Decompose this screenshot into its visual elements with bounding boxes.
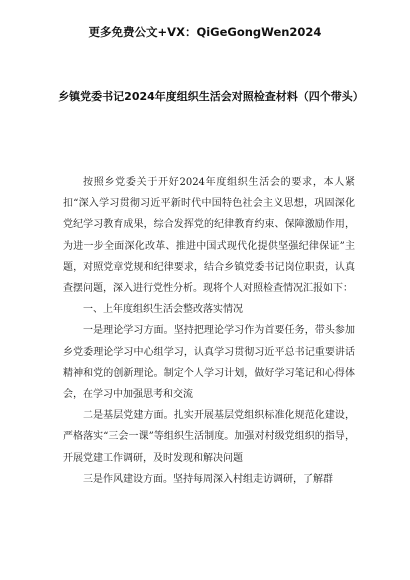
intro-paragraph: 按照乡党委关于开好2024年度组织生活会的要求，本人紧扣“深入学习贯彻习近平新时代中国特色社会主义思想，巩固深化党纪学习教育成果，综合发挥党的纪律教育约束、保障激励作用，为进一步全面深化改革、推进中国式现代化提供坚强纪律保证”主题，对照党章党规和纪律要求，结合乡镇党委书记岗位职责，认真查摆问题，深入进行党性分析。现将个人对照检查情况汇报如下： xyxy=(63,177,355,295)
document-title: 乡镇党委书记2024年度组织生活会对照检查材料（四个带头） xyxy=(58,90,364,103)
body-paragraph-party-building: 二是基层党建方面。扎实开展基层党组织标准化规范化建设，严格落实“三会一课”等组织生活制度。加强对村级党组织的指导，开展党建工作调研，及时发现和解决问题 xyxy=(63,410,355,464)
header-watermark-text: 更多免费公文+VX：QiGeGongWen2024 xyxy=(88,25,322,39)
body-paragraph-theory: 一是理论学习方面。坚持把理论学习作为首要任务，带头参加乡党委理论学习中心组学习，认真学习贯彻习近平总书记重要讲话精神和党的创新理论。制定个人学习计划，做好学习笔记和心得体会，在学习中加强思考和交流 xyxy=(63,325,355,401)
body-paragraph-work-style: 三是作风建设方面。坚持每周深入村组走访调研，了解群 xyxy=(83,473,333,485)
section-heading: 一、上年度组织生活会整改落实情况 xyxy=(83,304,243,316)
document-body xyxy=(63,172,355,490)
